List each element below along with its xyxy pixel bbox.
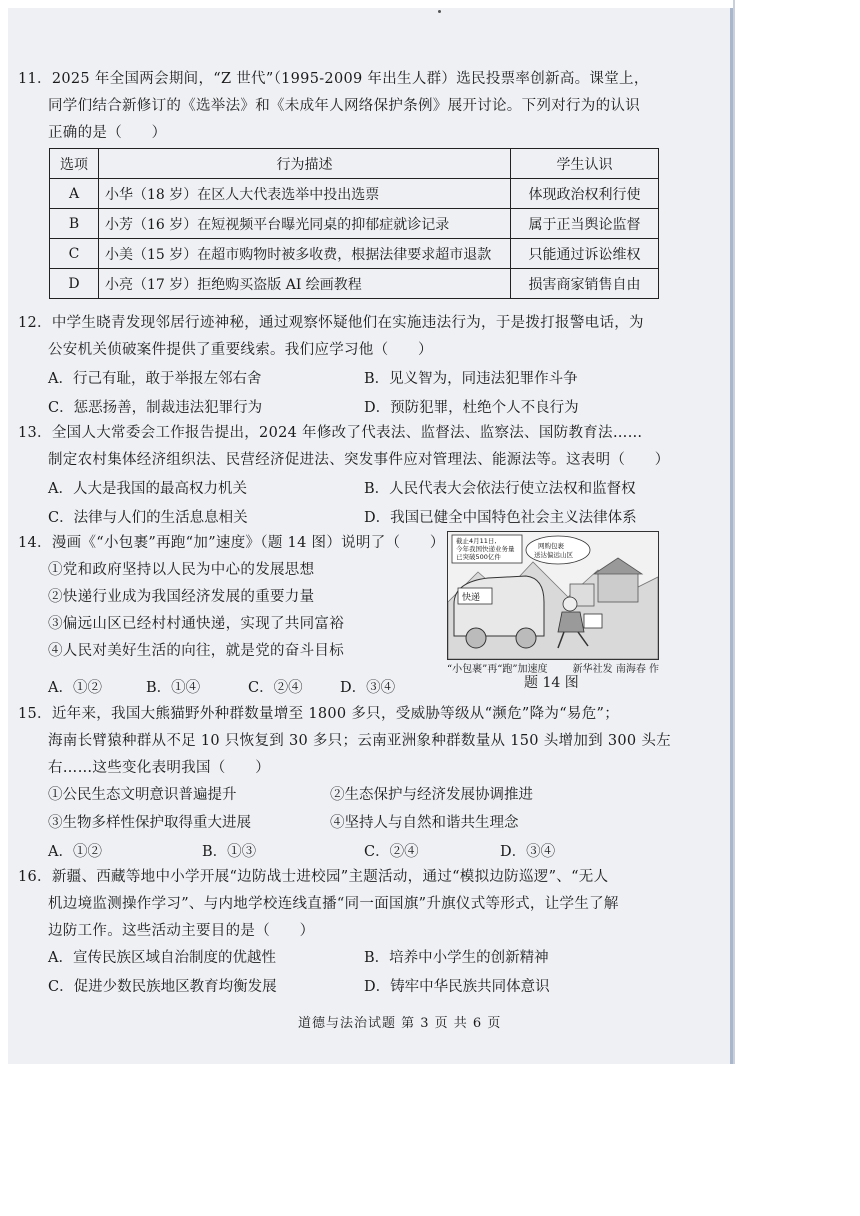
option-b: B．人民代表大会依法行使立法权和监督权: [364, 481, 636, 497]
statement: ①公民生态文明意识普遍提升: [48, 787, 237, 803]
scan-dot: [438, 10, 441, 13]
table-header-row: [50, 149, 659, 179]
cartoon-image: [447, 531, 659, 660]
option-c: C．②④: [248, 680, 303, 696]
note-line: 今年我国快递业务量: [456, 545, 515, 553]
table-header: 选项: [50, 149, 99, 179]
question-14: [18, 530, 445, 665]
statement: ①党和政府坚持以人民为中心的发展思想: [48, 562, 315, 578]
question-text: 海南长臂猿种群从不足 10 只恢复到 30 多只；云南亚洲象种群数量从 150 头增加到 300 头左: [48, 733, 671, 749]
statement: ③偏远山区已经村村通快递，实现了共同富裕: [48, 616, 344, 632]
truck-label: 快递: [462, 593, 481, 603]
option-a: A．宣传民族区域自治制度的优越性: [48, 950, 276, 966]
caption-credit: 新华社发 南海春 作: [572, 664, 659, 675]
option-c: C．惩恶扬善，制裁违法犯罪行为: [48, 400, 263, 416]
express-cartoon-illustration: [448, 532, 658, 659]
table-cell: B: [50, 209, 99, 239]
question-11: [18, 66, 649, 147]
statement: ④坚持人与自然和谐共生理念: [330, 815, 519, 831]
question-12: [18, 310, 644, 364]
option-a: A．①②: [48, 844, 102, 860]
statement: ④人民对美好生活的向往，就是党的奋斗目标: [48, 643, 344, 659]
table-cell: 属于正当舆论监督: [511, 209, 659, 239]
statement: ③生物多样性保护取得重大进展: [48, 815, 251, 831]
caption-title: “小包裹”再“跑”加速度: [447, 664, 548, 675]
table-row: [50, 269, 659, 299]
table-cell: 小芳（16 岁）在短视频平台曝光同桌的抑郁症就诊记录: [99, 209, 511, 239]
question-text: 14．漫画《“小包裹”再跑“加”速度》（题 14 图）说明了（ ）: [18, 535, 445, 551]
question-text: 12．中学生晓青发现邻居行迹神秘，通过观察怀疑他们在实施违法行为，于是拨打报警电话，为: [18, 315, 644, 331]
table-cell: C: [50, 239, 99, 269]
option-b: B．①④: [146, 680, 201, 696]
table-row: [50, 179, 659, 209]
table-cell: 只能通过诉讼维权: [511, 239, 659, 269]
table-cell: 损害商家销售自由: [511, 269, 659, 299]
statement: ②生态保护与经济发展协调推进: [330, 787, 533, 803]
table-cell: D: [50, 269, 99, 299]
option-b: B．见义智为，同违法犯罪作斗争: [364, 371, 578, 387]
table-row: [50, 239, 659, 269]
table-cell: 小亮（17 岁）拒绝购买盗版 AI 绘画教程: [99, 269, 511, 299]
option-d: D．③④: [500, 844, 556, 860]
option-d: D．预防犯罪，杜绝个人不良行为: [364, 400, 579, 416]
option-d: D．我国已健全中国特色社会主义法律体系: [364, 510, 637, 526]
bubble-line: 送达偏远山区: [534, 551, 573, 559]
option-c: C．促进少数民族地区教育均衡发展: [48, 979, 277, 995]
option-b: B．①③: [202, 844, 257, 860]
table-header: 学生认识: [511, 149, 659, 179]
option-b: B．培养中小学生的创新精神: [364, 950, 549, 966]
option-d: D．③④: [340, 680, 396, 696]
table-cell: 小美（15 岁）在超市购物时被多收费，根据法律要求超市退款: [99, 239, 511, 269]
question-15: [18, 701, 671, 782]
scan-margin: [733, 0, 860, 1216]
question-text: 公安机关侦破案件提供了重要线索。我们应学习他（ ）: [48, 342, 433, 358]
question-text: 边防工作。这些活动主要目的是（ ）: [48, 923, 315, 939]
note-line: 截止4月11日,: [456, 537, 497, 545]
option-c: C．②④: [364, 844, 419, 860]
question-text: 11．2025 年全国两会期间，“Z 世代”（1995-2009 年出生人群）选民投票率创新高。课堂上，: [18, 71, 649, 87]
question-text: 16．新疆、西藏等地中小学开展“边防战士进校园”主题活动，通过“模拟边防巡逻”、“无人: [18, 869, 609, 885]
question-13: [18, 420, 670, 474]
statement: ②快递行业成为我国经济发展的重要力量: [48, 589, 315, 605]
question-text: 正确的是（ ）: [48, 125, 167, 141]
table-cell: 小华（18 岁）在区人大代表选举中投出选票: [99, 179, 511, 209]
question-text: 15．近年来，我国大熊猫野外种群数量增至 1800 多只，受威胁等级从“濒危”降为“易危”；: [18, 706, 620, 722]
page-footer: 道德与法治试题 第 3 页 共 6 页: [298, 1016, 502, 1031]
question-16: [18, 864, 619, 945]
question-text: 右……这些变化表明我国（ ）: [48, 760, 270, 776]
option-a: A．行己有耻，敢于举报左邻右舍: [48, 371, 262, 387]
question-text: 机边境监测操作学习”、与内地学校连线直播“同一面国旗”升旗仪式等形式，让学生了解: [48, 896, 619, 912]
question-text: 制定农村集体经济组织法、民营经济促进法、突发事件应对管理法、能源法等。这表明（ ）: [48, 452, 670, 468]
question-text: 同学们结合新修订的《选举法》和《未成年人网络保护条例》展开讨论。下列对行为的认识: [48, 98, 640, 114]
figure-label: 题 14 图: [524, 675, 579, 691]
table-header: 行为描述: [99, 149, 511, 179]
option-a: A．①②: [48, 680, 102, 696]
option-d: D．铸牢中华民族共同体意识: [364, 979, 550, 995]
table-row: [50, 209, 659, 239]
table-cell: 体现政治权利行使: [511, 179, 659, 209]
note-line: 已突破500亿件: [456, 553, 501, 561]
option-c: C．法律与人们的生活息息相关: [48, 510, 248, 526]
q11-table: [49, 148, 659, 299]
bubble-line: 网购包裹: [538, 542, 564, 550]
table-cell: A: [50, 179, 99, 209]
option-a: A．人大是我国的最高权力机关: [48, 481, 247, 497]
question-text: 13．全国人大常委会工作报告提出，2024 年修改了代表法、监督法、监察法、国防教育法……: [18, 425, 643, 441]
